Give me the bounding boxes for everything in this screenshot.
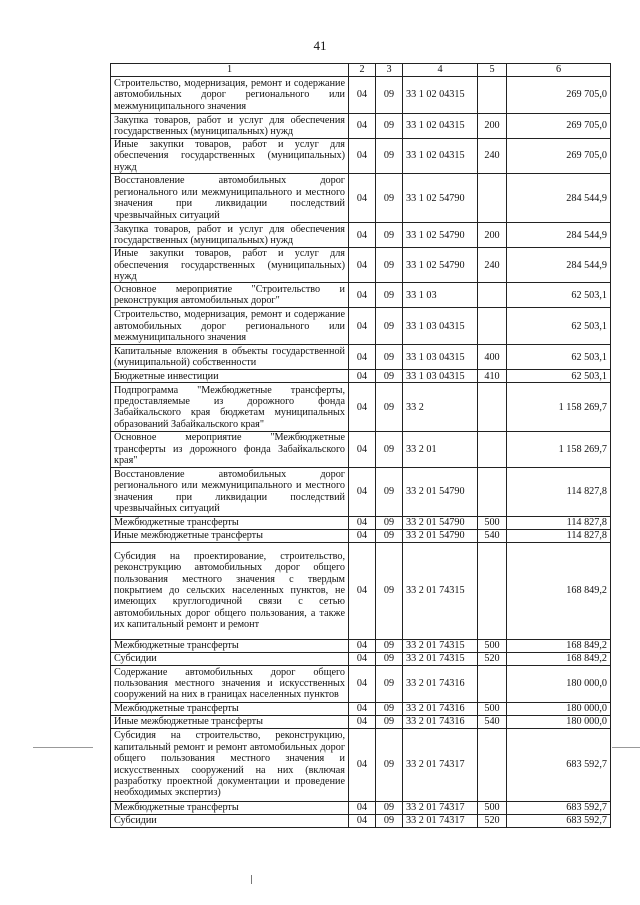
cell-section: 04 [349, 370, 376, 383]
cell-name: Основное мероприятие "Строительство и реконструкция автомобильных дорог" [111, 283, 349, 308]
cell-amount: 114 827,8 [507, 516, 611, 529]
cell-subsection: 09 [376, 728, 403, 801]
cell-section: 04 [349, 715, 376, 728]
table-row [111, 174, 611, 223]
cell-expense-type: 200 [478, 223, 507, 248]
cell-subsection: 09 [376, 174, 403, 223]
cell-amount: 168 849,2 [507, 639, 611, 652]
cell-expense-type [478, 432, 507, 467]
cell-subsection: 09 [376, 283, 403, 308]
cell-subsection: 09 [376, 529, 403, 542]
cell-target-article: 33 2 01 [403, 432, 478, 467]
cell-subsection: 09 [376, 432, 403, 467]
cell-section: 04 [349, 308, 376, 345]
table-row [111, 283, 611, 308]
cell-target-article: 33 2 01 74316 [403, 665, 478, 702]
table-row [111, 715, 611, 728]
cell-amount: 269 705,0 [507, 77, 611, 114]
header-name: 1 [111, 64, 349, 77]
cell-target-article: 33 1 02 54790 [403, 248, 478, 283]
cell-expense-type [478, 77, 507, 114]
cell-target-article: 33 2 01 74317 [403, 728, 478, 801]
cell-name: Бюджетные инвестиции [111, 370, 349, 383]
cell-expense-type: 410 [478, 370, 507, 383]
table-row [111, 702, 611, 715]
cell-name: Субсидия на строительство, реконструкцию, капитальный ремонт и ремонт автомобильных дорог общего пользования местного значения и искусственных сооружений на них (включая разработку проектной документации и проведение необходимых экспертиз) [111, 728, 349, 801]
table-row [111, 345, 611, 370]
cell-subsection: 09 [376, 516, 403, 529]
cell-target-article: 33 1 02 04315 [403, 114, 478, 139]
cell-amount: 269 705,0 [507, 139, 611, 174]
scan-mark-right [612, 747, 640, 748]
table-row [111, 801, 611, 814]
cell-section: 04 [349, 814, 376, 827]
cell-name: Межбюджетные трансферты [111, 702, 349, 715]
cell-target-article: 33 1 02 04315 [403, 77, 478, 114]
table-row [111, 542, 611, 639]
cell-target-article: 33 1 02 54790 [403, 174, 478, 223]
table-row [111, 652, 611, 665]
cell-section: 04 [349, 728, 376, 801]
table-row [111, 139, 611, 174]
cell-subsection: 09 [376, 702, 403, 715]
cell-name: Межбюджетные трансферты [111, 639, 349, 652]
table-row [111, 308, 611, 345]
cell-name: Строительство, модернизация, ремонт и содержание автомобильных дорог регионального или межмуниципального значения [111, 308, 349, 345]
cell-expense-type: 540 [478, 529, 507, 542]
cell-expense-type [478, 728, 507, 801]
cell-name: Основное мероприятие "Межбюджетные трансферты из дорожного фонда Забайкальского края" [111, 432, 349, 467]
cell-amount: 180 000,0 [507, 702, 611, 715]
cell-subsection: 09 [376, 383, 403, 432]
cell-name: Межбюджетные трансферты [111, 516, 349, 529]
cell-subsection: 09 [376, 345, 403, 370]
cell-target-article: 33 2 01 54790 [403, 516, 478, 529]
cell-target-article: 33 1 03 04315 [403, 370, 478, 383]
cell-target-article: 33 2 01 54790 [403, 467, 478, 516]
header-row [111, 64, 611, 77]
cell-expense-type: 500 [478, 702, 507, 715]
cell-section: 04 [349, 639, 376, 652]
cell-name: Иные межбюджетные трансферты [111, 715, 349, 728]
cell-section: 04 [349, 516, 376, 529]
cell-target-article: 33 2 01 74317 [403, 814, 478, 827]
cell-section: 04 [349, 345, 376, 370]
cell-subsection: 09 [376, 467, 403, 516]
cell-section: 04 [349, 652, 376, 665]
cell-subsection: 09 [376, 665, 403, 702]
cell-name: Субсидии [111, 652, 349, 665]
cell-section: 04 [349, 801, 376, 814]
cell-subsection: 09 [376, 114, 403, 139]
cell-expense-type: 240 [478, 139, 507, 174]
cell-amount: 269 705,0 [507, 114, 611, 139]
cell-expense-type: 500 [478, 639, 507, 652]
cell-target-article: 33 2 [403, 383, 478, 432]
cell-expense-type [478, 283, 507, 308]
table-row [111, 728, 611, 801]
cell-expense-type: 520 [478, 814, 507, 827]
cell-subsection: 09 [376, 542, 403, 639]
cell-subsection: 09 [376, 715, 403, 728]
table-row [111, 370, 611, 383]
cell-subsection: 09 [376, 308, 403, 345]
cell-subsection: 09 [376, 223, 403, 248]
cell-target-article: 33 1 03 [403, 283, 478, 308]
cell-target-article: 33 2 01 74315 [403, 639, 478, 652]
cell-amount: 114 827,8 [507, 467, 611, 516]
cell-section: 04 [349, 139, 376, 174]
cell-amount: 683 592,7 [507, 801, 611, 814]
cell-subsection: 09 [376, 801, 403, 814]
cell-name: Строительство, модернизация, ремонт и содержание автомобильных дорог регионального или межмуниципального значения [111, 77, 349, 114]
cell-target-article: 33 2 01 74315 [403, 652, 478, 665]
header-target-article: 4 [403, 64, 478, 77]
cell-section: 04 [349, 283, 376, 308]
cell-expense-type [478, 542, 507, 639]
cell-section: 04 [349, 114, 376, 139]
cell-name: Содержание автомобильных дорог общего пользования местного значения и искусственных сооружений на них в границах населенных пунктов [111, 665, 349, 702]
table-row [111, 516, 611, 529]
cell-name: Восстановление автомобильных дорог регионального или межмуниципального и местного значения при ликвидации последствий чрезвычайных ситуаций [111, 467, 349, 516]
cell-amount: 683 592,7 [507, 814, 611, 827]
cell-amount: 168 849,2 [507, 542, 611, 639]
cell-expense-type [478, 467, 507, 516]
cell-amount: 180 000,0 [507, 665, 611, 702]
cell-amount: 180 000,0 [507, 715, 611, 728]
cell-section: 04 [349, 383, 376, 432]
cell-amount: 168 849,2 [507, 652, 611, 665]
cell-target-article: 33 1 02 54790 [403, 223, 478, 248]
header-amount: 6 [507, 64, 611, 77]
cell-section: 04 [349, 665, 376, 702]
cell-section: 04 [349, 542, 376, 639]
cell-target-article: 33 1 03 04315 [403, 308, 478, 345]
cell-section: 04 [349, 432, 376, 467]
cell-name: Иные закупки товаров, работ и услуг для обеспечения государственных (муниципальных) нужд [111, 139, 349, 174]
header-subsection: 3 [376, 64, 403, 77]
cell-section: 04 [349, 248, 376, 283]
cell-amount: 284 544,9 [507, 223, 611, 248]
cell-expense-type: 400 [478, 345, 507, 370]
header-section: 2 [349, 64, 376, 77]
cell-subsection: 09 [376, 370, 403, 383]
cell-subsection: 09 [376, 77, 403, 114]
cell-amount: 62 503,1 [507, 345, 611, 370]
cell-expense-type: 540 [478, 715, 507, 728]
cell-name: Субсидии [111, 814, 349, 827]
table-row [111, 432, 611, 467]
cell-amount: 62 503,1 [507, 283, 611, 308]
cell-amount: 62 503,1 [507, 370, 611, 383]
table-row [111, 77, 611, 114]
cell-section: 04 [349, 174, 376, 223]
table-row [111, 114, 611, 139]
cell-section: 04 [349, 77, 376, 114]
cell-name: Закупка товаров, работ и услуг для обеспечения государственных (муниципальных) нужд [111, 223, 349, 248]
table-row [111, 529, 611, 542]
cell-expense-type [478, 665, 507, 702]
cell-subsection: 09 [376, 814, 403, 827]
cell-amount: 62 503,1 [507, 308, 611, 345]
cell-target-article: 33 2 01 74317 [403, 801, 478, 814]
cell-target-article: 33 2 01 54790 [403, 529, 478, 542]
cell-target-article: 33 2 01 74315 [403, 542, 478, 639]
cell-subsection: 09 [376, 248, 403, 283]
table-row [111, 665, 611, 702]
cell-name: Межбюджетные трансферты [111, 801, 349, 814]
cell-subsection: 09 [376, 652, 403, 665]
table-row [111, 383, 611, 432]
table-row [111, 248, 611, 283]
cell-expense-type: 520 [478, 652, 507, 665]
cell-name: Подпрограмма "Межбюджетные трансферты, предоставляемые из дорожного фонда Забайкальского края бюджетам муниципальных образований Забайкальского края" [111, 383, 349, 432]
table-row [111, 639, 611, 652]
cell-amount: 284 544,9 [507, 174, 611, 223]
cell-section: 04 [349, 529, 376, 542]
cell-target-article: 33 2 01 74316 [403, 702, 478, 715]
table-row [111, 223, 611, 248]
cell-name: Закупка товаров, работ и услуг для обеспечения государственных (муниципальных) нужд [111, 114, 349, 139]
cell-section: 04 [349, 223, 376, 248]
cell-name: Капитальные вложения в объекты государственной (муниципальной) собственности [111, 345, 349, 370]
cell-expense-type [478, 383, 507, 432]
cell-subsection: 09 [376, 639, 403, 652]
header-expense-type: 5 [478, 64, 507, 77]
cell-expense-type: 500 [478, 801, 507, 814]
scan-mark-left [33, 747, 93, 748]
cell-amount: 1 158 269,7 [507, 383, 611, 432]
cell-target-article: 33 1 03 04315 [403, 345, 478, 370]
budget-table [110, 63, 611, 828]
table-row [111, 467, 611, 516]
cell-name: Иные межбюджетные трансферты [111, 529, 349, 542]
cell-target-article: 33 1 02 04315 [403, 139, 478, 174]
cell-name: Субсидия на проектирование, строительство, реконструкцию автомобильных дорог общего пользования местного значения с твердым покрытием до сельских населенных пунктов, не имеющих круглогодичной связи с сетью автомобильных дорог общего пользования, а также их капитальный ремонт и ремонт [111, 542, 349, 639]
cell-name: Восстановление автомобильных дорог регионального или межмуниципального и местного значения при ликвидации последствий чрезвычайных ситуаций [111, 174, 349, 223]
cell-expense-type: 240 [478, 248, 507, 283]
cell-expense-type: 200 [478, 114, 507, 139]
cell-amount: 284 544,9 [507, 248, 611, 283]
cell-expense-type [478, 308, 507, 345]
page-number: 41 [313, 38, 327, 53]
cell-expense-type: 500 [478, 516, 507, 529]
scan-mark-bottom [251, 875, 252, 884]
cell-section: 04 [349, 702, 376, 715]
cell-amount: 114 827,8 [507, 529, 611, 542]
cell-target-article: 33 2 01 74316 [403, 715, 478, 728]
cell-subsection: 09 [376, 139, 403, 174]
cell-expense-type [478, 174, 507, 223]
cell-amount: 683 592,7 [507, 728, 611, 801]
cell-name: Иные закупки товаров, работ и услуг для обеспечения государственных (муниципальных) нужд [111, 248, 349, 283]
cell-amount: 1 158 269,7 [507, 432, 611, 467]
table-body [111, 77, 611, 828]
cell-section: 04 [349, 467, 376, 516]
table-row [111, 814, 611, 827]
